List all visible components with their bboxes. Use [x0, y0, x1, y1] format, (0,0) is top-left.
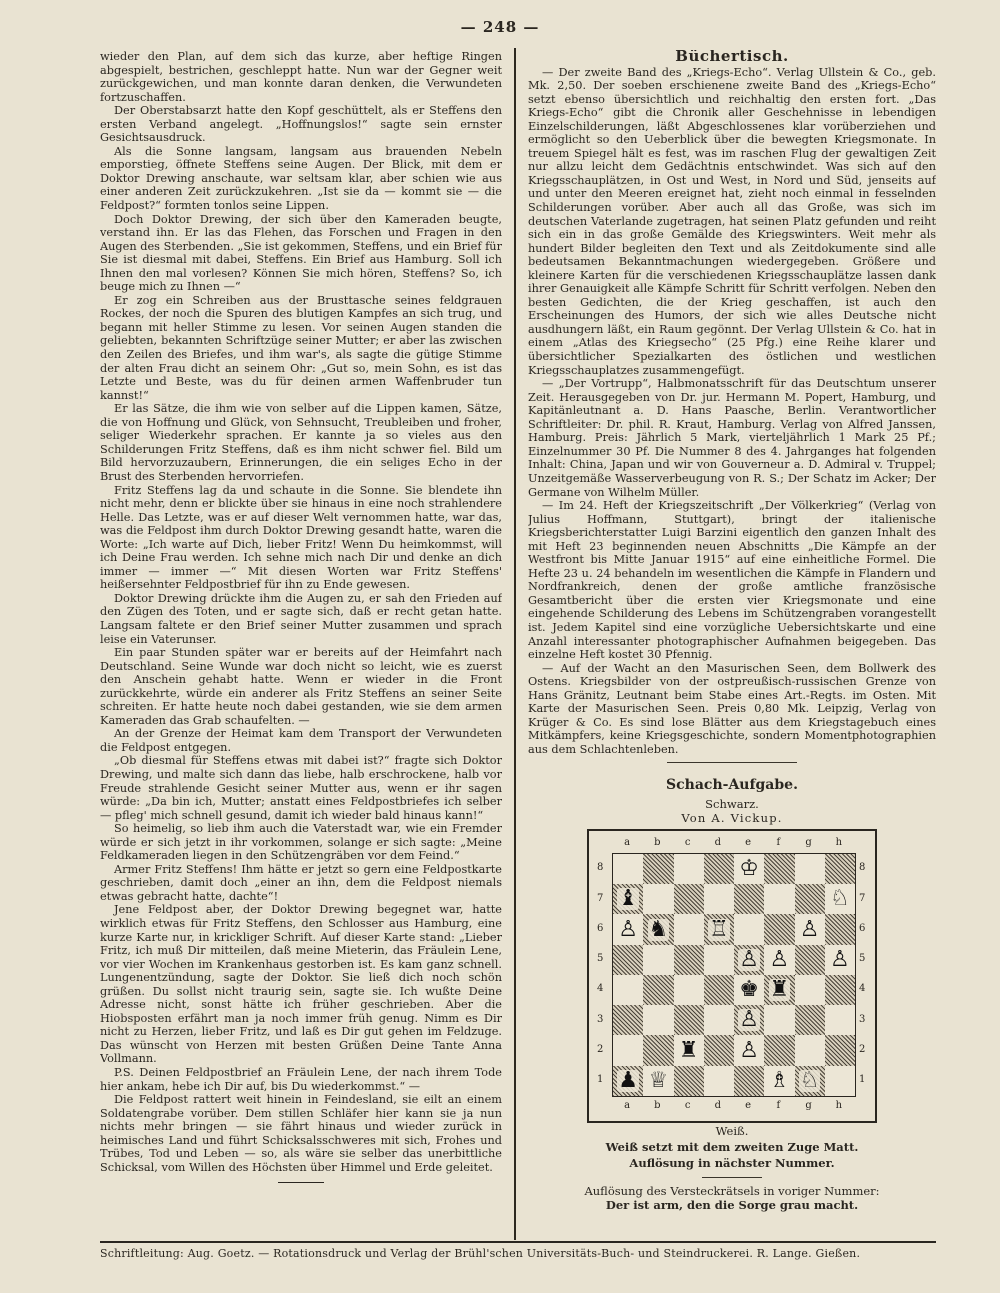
- story-paragraph: Armer Fritz Steffens! Ihm hätte er jetzt so gern eine Feldpostkarte geschrieben, damit doch „einer an ihn, dem die Feldpost niemals etwas gebracht hatte, dachte“!: [100, 862, 502, 903]
- rank-label: 2: [597, 1043, 604, 1055]
- chess-square: [795, 884, 825, 914]
- chess-piece: ♟: [618, 1067, 638, 1093]
- story-paragraph: Die Feldpost rattert weit hinein in Feindesland, sie eilt an einem Soldatengrabe vorüber. Dem stillen Schläfer hier kann sie ja nun nichts mehr bringen — sie fährt hinaus und wieder zurück in heimisches Land und führt Schicksalsschweres mit sich, Frohes und Trübes, Tod und Leben — so, als wäre sie selber das unerbittliche Schicksal, vom Willen des Höchsten über Himmel und Erde geleitet.: [100, 1093, 502, 1174]
- chess-piece: ♔: [739, 856, 759, 882]
- chess-board-frame: [587, 829, 877, 1123]
- chess-square: [825, 1066, 855, 1096]
- chess-square: [764, 945, 794, 975]
- chess-square: [704, 1035, 734, 1065]
- chess-square: [764, 1005, 794, 1035]
- file-label: g: [805, 1099, 812, 1111]
- file-label: f: [776, 1099, 781, 1111]
- book-review-item: — Der zweite Band des „Kriegs-Echo“. Verlag Ullstein & Co., geb. Mk. 2,50. Der soeben erschienene zweite Band des „Kriegs-Echo“ setzt ebenso übersichtlich und reichhaltig den ersten fort. „Das Kriegs-Echo“ gibt die Chronik aller Geschehnisse in lebendigen Einzelschilderungen, läßt Abgeschlossenes klar vorüberziehen und ermöglicht so den Ueberblick über die bewegten Kriegsmonate. In treuem Spiegel hält es fest, was im raschen Flug der gewaltigen Zeit nur allzu leicht dem Gedächtnis entschwindet. Was sich auf den Kriegsschauplätzen, in Ost und West, in Nord und Süd, jenseits auf und unter den Meeren ereignet hat, zieht noch einmal in fesselnden Schilderungen vorüber. Aber auch all das Große, was sich im deutschen Vaterlande zugetragen, hat seinen Platz gefunden und reiht sich ein in das große Gemälde des Kriegswinters. Weit mehr als hundert Bilder begleiten den Text und als Zeitdokumente sind alle bedeutsamen Bekanntmachungen wiedergegeben. Größere und kleinere Karten für die verschiedenen Kriegsschauplätze lassen dank ihrer Genauigkeit alle Kämpfe Schritt für Schritt verfolgen. Neben den besten Gedichten, die der Krieg geschaffen, ist auch den Erscheinungen des Humors, der sich wie alles Deutsche nicht ausdhungern läßt, ein Raum gegönnt. Der Verlag Ullstein & Co. hat in einem „Atlas des Kriegsecho“ (25 Pfg.) eine Reihe klarer und übersichtlicher Spezialkarten des östlichen und westlichen Kriegsschauplatzes zusammengefügt.: [528, 65, 936, 377]
- chess-square: [704, 854, 734, 884]
- chess-square: [643, 945, 673, 975]
- chess-title: Schach-Aufgabe.: [666, 777, 798, 794]
- chess-square: [674, 914, 704, 944]
- book-review-heading: Büchertisch.: [675, 50, 789, 65]
- chess-square: [734, 914, 764, 944]
- chess-piece: ♜: [678, 1037, 699, 1063]
- chess-square: [704, 945, 734, 975]
- story-paragraph: Er las Sätze, die ihm wie von selber auf die Lippen kamen, Sätze, die von Hoffnung und Glück, von Sehnsucht, Treubleiben und froher, seliger Wiederkehr sprachen. Er kannte ja so vieles aus den Schilderungen Fritz Steffens, daß es ihm nicht schwer fiel. Bild um Bild hervorzuzaubern, Erinnerungen, die ein seliges Echo in der Brust des Sterbenden hervorriefen.: [100, 402, 502, 483]
- chess-piece: ♙: [739, 946, 759, 972]
- footer-rule: [100, 1241, 936, 1243]
- chess-square: [764, 914, 794, 944]
- rank-label: 8: [859, 862, 866, 874]
- chess-square: [764, 854, 794, 884]
- chess-piece: ♙: [830, 946, 850, 972]
- file-label: a: [624, 836, 631, 848]
- rank-label: 6: [597, 922, 604, 934]
- chess-square: [825, 1035, 855, 1065]
- riddle-divider: [702, 1177, 762, 1178]
- chess-side-white: Weiß.: [715, 1123, 749, 1138]
- chess-piece: ♖: [709, 916, 729, 942]
- chess-piece: ♙: [739, 1007, 759, 1033]
- chess-square: [643, 975, 673, 1005]
- story-paragraph: Fritz Steffens lag da und schaute in die Sonne. Sie blendete ihn nicht mehr, denn er blickte über sie hinaus in eine noch strahlendere Helle. Das Letzte, was er auf dieser Welt vernommen hatte, war das, was die Feldpost ihm durch Doktor Drewing gesandt hatte, waren die Worte: „Ich warte auf Dich, lieber Fritz! Wenn Du heimkommst, will ich Deine Frau werden. Ich sehne mich nach Dir und denke an dich immer — immer —“ Mit diesen Worten war Fritz Steffens' heißersehnter Feldpostbrief für ihn zu Ende gewesen.: [100, 483, 502, 592]
- chess-square: [734, 945, 764, 975]
- chess-square: [764, 1066, 794, 1096]
- chess-square: [795, 1066, 825, 1096]
- file-label: h: [835, 1099, 843, 1111]
- file-label: h: [835, 836, 843, 848]
- chess-side-black: Schwarz.: [705, 796, 759, 811]
- file-label: b: [654, 836, 661, 848]
- chess-square: [674, 945, 704, 975]
- chess-piece: ♝: [618, 886, 638, 912]
- chess-square: [613, 854, 643, 884]
- chess-square: [674, 884, 704, 914]
- file-label: d: [714, 1099, 722, 1111]
- column-rule: [514, 48, 516, 1240]
- chess-square: [795, 1005, 825, 1035]
- chess-square: [825, 914, 855, 944]
- chess-square: [674, 1035, 704, 1065]
- chess-square: [674, 975, 704, 1005]
- chess-square: [704, 975, 734, 1005]
- story-paragraph: Der Oberstabsarzt hatte den Kopf geschüttelt, als er Steffens den ersten Verband angelegt. „Hoffnungslos!“ sagte sein ernster Gesichtsausdruck.: [100, 104, 502, 145]
- book-review-item: — Im 24. Heft der Kriegszeitschrift „Der Völkerkrieg“ (Verlag von Julius Hoffmann, Stuttgart), bringt der italienische Kriegsberichterstatter Luigi Barzini eigentlich den ganzen Inhalt des mit Heft 23 beginnenden neuen Abschnitts „Die Kämpfe an der Westfront bis Mitte Januar 1915“ auf eine einheitliche Formel. Die Hefte 23 u. 24 behandeln im wesentlichen die Kämpfe in Flandern und Nordfrankreich, denen der große amtliche französische Gesamtbericht über die ersten vier Kriegsmonate und eine eingehende Schilderung des Lebens im Schützengraben vorangestellt ist. Jedem Kapitel sind eine vorzügliche Uebersichtskarte und eine Anzahl interessanter photographischer Aufnahmen beigegeben. Das einzelne Heft kostet 30 Pfennig.: [528, 499, 936, 662]
- chess-square: [734, 1035, 764, 1065]
- chess-piece: ♗: [769, 1067, 790, 1093]
- chess-piece: ♚: [739, 977, 759, 1003]
- file-labels-bottom: [612, 1099, 854, 1113]
- chess-square: [734, 1005, 764, 1035]
- chess-solution-note: Auflösung in nächster Nummer.: [629, 1155, 835, 1170]
- chess-square: [613, 1005, 643, 1035]
- rank-label: 7: [859, 892, 866, 904]
- story-paragraph: P.S. Deinen Feldpostbrief an Fräulein Lene, der nach ihrem Tode hier ankam, hebe ich Dir auf, bis Du wiederkommst.“ —: [100, 1066, 502, 1093]
- file-label: a: [624, 1099, 631, 1111]
- riddle-solution: [528, 1184, 936, 1212]
- chess-square: [704, 1066, 734, 1096]
- chess-square: [643, 914, 673, 944]
- chess-board: [612, 853, 856, 1097]
- chess-square: [613, 914, 643, 944]
- chess-square: [674, 1005, 704, 1035]
- chess-square: [643, 1005, 673, 1035]
- rank-label: 4: [859, 983, 866, 995]
- page-number: — 248 —: [460, 18, 540, 36]
- chess-square: [643, 1035, 673, 1065]
- chess-square: [825, 945, 855, 975]
- rank-label: 1: [859, 1074, 866, 1086]
- rank-label: 3: [859, 1013, 866, 1025]
- chess-square: [734, 884, 764, 914]
- left-column: [100, 50, 502, 1233]
- chess-piece: ♙: [618, 916, 638, 942]
- rank-label: 8: [597, 862, 604, 874]
- file-label: b: [654, 1099, 661, 1111]
- chess-square: [613, 1035, 643, 1065]
- chess-piece: ♘: [799, 1067, 820, 1093]
- rank-label: 1: [597, 1074, 604, 1086]
- right-column: [528, 50, 936, 1233]
- book-review-item: — „Der Vortrupp“, Halbmonatsschrift für das Deutschtum unserer Zeit. Herausgegeben von Dr. jur. Hermann M. Popert, Hamburg, und Kapitänleutnant a. D. Hans Paasche, Berlin. Verantwortlicher Schriftleiter: Dr. phil. R. Kraut, Hamburg. Verlag von Alfred Janssen, Hamburg. Preis: Jährlich 5 Mark, vierteljährlich 1 Mark 25 Pf.; Einzelnummer 30 Pf. Die Nummer 8 des 4. Jahrganges hat folgenden Inhalt: China, Japan und wir von Gouverneur a. D. Admiral v. Truppel; Unzeitgemäße Wasserverbeugung von R. S.; Der Schatz im Acker; Der Germane von Wilhelm Müller.: [528, 377, 936, 499]
- rank-label: 2: [859, 1043, 866, 1055]
- riddle-line-2: Der ist arm, den die Sorge grau macht.: [605, 1197, 859, 1212]
- story-paragraph: So heimelig, so lieb ihm auch die Vaterstadt war, wie ein Fremder würde er sich jetzt in ihr vorkommen, solange er sich sagte: „Meine Feldkameraden liegen in den Schützengräben vor dem Feind.“: [100, 822, 502, 863]
- chess-square: [795, 914, 825, 944]
- rank-label: 7: [597, 892, 604, 904]
- rank-label: 5: [859, 953, 866, 965]
- story-paragraph: Ein paar Stunden später war er bereits auf der Heimfahrt nach Deutschland. Seine Wunde war doch nicht so leicht, wie es zuerst den Anschein gehabt hatte. Wenn er wieder in die Front zurückkehrte, würde ein anderer als Fritz Steffens an seiner Seite schreiten. Er hatte heute noch dabei gestanden, wie sie dem armen Kameraden das Grab schaufelten. —: [100, 646, 502, 727]
- chess-square: [674, 854, 704, 884]
- story-paragraph: wieder den Plan, auf dem sich das kurze, aber heftige Ringen abgespielt, bestrichen, geschleppt hatte. Nun war der Gegner weit zurückgewichen, und man konnte daran denken, die Verwundeten fortzuschaffen.: [100, 50, 502, 104]
- chess-piece: ♕: [648, 1067, 669, 1093]
- story-paragraph: Doch Doktor Drewing, der sich über den Kameraden beugte, verstand ihn. Er las das Flehen, das Forschen und Fragen in den Augen des Sterbenden. „Sie ist gekommen, Steffens, und ein Brief für Sie ist diesmal mit dabei, Steffens. Ein Brief aus Hamburg. Soll ich Ihnen den mal vorlesen? Können Sie mich hören, Steffens? So, ich beuge mich zu Ihnen —“: [100, 212, 502, 294]
- file-label: c: [684, 1099, 691, 1111]
- chess-piece: ♙: [799, 916, 820, 942]
- chess-task: Weiß setzt mit dem zweiten Zuge Matt.: [605, 1139, 859, 1154]
- rank-label: 5: [597, 953, 604, 965]
- rank-label: 6: [859, 922, 866, 934]
- chess-square: [613, 884, 643, 914]
- file-label: g: [805, 836, 812, 848]
- riddle-line-1: Auflösung des Versteckrätsels in voriger Nummer:: [584, 1183, 880, 1198]
- rank-label: 4: [597, 983, 604, 995]
- file-label: f: [776, 836, 781, 848]
- chess-square: [734, 1066, 764, 1096]
- chess-square: [643, 1066, 673, 1096]
- chess-piece: ♙: [739, 1037, 759, 1063]
- book-review-item: — Auf der Wacht an den Masurischen Seen, dem Bollwerk des Ostens. Kriegsbilder von der ostpreußisch-russischen Grenze von Hans Gränitz, Leutnant beim Stabe eines Art.-Regts. im Osten. Mit Karte der Masurischen Seen. Preis 0,80 Mk. Leipzig, Verlag von Krüger & Co. Es sind lose Blätter aus dem Kriegstagebuch eines Mitkämpfers, keine Kriegsgeschichte, sondern Momentphotographien aus dem Schlachtenleben.: [528, 661, 936, 756]
- section-divider: [667, 762, 797, 763]
- story-paragraph: Doktor Drewing drückte ihm die Augen zu, er sah den Frieden auf den Zügen des Toten, und er sagte sich, daß er recht getan hatte. Langsam faltete er den Brief seiner Mutter zusammen und sprach leise ein Vaterunser.: [100, 591, 502, 646]
- rank-label: 3: [597, 1013, 604, 1025]
- chess-piece: ♞: [648, 916, 669, 942]
- chess-piece: ♜: [769, 977, 790, 1003]
- chess-square: [764, 1035, 794, 1065]
- chess-square: [795, 854, 825, 884]
- book-review-list: [528, 66, 936, 757]
- file-label: c: [684, 836, 691, 848]
- chess-square: [613, 1066, 643, 1096]
- rank-labels-right: [859, 853, 865, 1095]
- chess-square: [825, 884, 855, 914]
- chess-square: [704, 884, 734, 914]
- chess-piece: ♘: [830, 886, 850, 912]
- imprint-footer: Schriftleitung: Aug. Goetz. — Rotationsdruck und Verlag der Brühl'schen Universitäts-Buch- und Steindruckerei. R. Lange. Gießen.: [100, 1247, 861, 1260]
- story-end-rule: [278, 1182, 324, 1183]
- chess-square: [825, 854, 855, 884]
- chess-problem: [528, 779, 936, 1170]
- rank-labels-left: [597, 853, 603, 1095]
- chess-piece: ♙: [769, 946, 790, 972]
- story-paragraph: Als die Sonne langsam, langsam aus brauenden Nebeln emporstieg, öffnete Steffens seine Augen. Der Blick, mit dem er Doktor Drewing anschaute, war seltsam klar, aber schien wie aus einer anderen Zeit zurückzukehren. „Ist sie da — kommt sie — die Feldpost?“ formten tonlos seine Lippen.: [100, 144, 502, 213]
- chess-square: [704, 914, 734, 944]
- story-paragraph: „Ob diesmal für Steffens etwas mit dabei ist?“ fragte sich Doktor Drewing, und malte sich dann das liebe, halb erschrockene, halb vor Freude strahlende Gesicht seiner Mutter aus, wenn er ihr sagen würde: „Da bin ich, Mutter; anstatt eines Feldpostbriefes ich selber — pfleg' mich schnell gesund, damit ich wieder bald hinaus kann!“: [100, 754, 502, 822]
- file-label: e: [745, 836, 752, 848]
- file-labels-top: [612, 836, 854, 850]
- chess-square: [764, 975, 794, 1005]
- chess-square: [795, 945, 825, 975]
- chess-square: [643, 884, 673, 914]
- story-paragraph: Jene Feldpost aber, der Doktor Drewing begegnet war, hatte wirklich etwas für Fritz Steffens, den Schlosser aus Hamburg, eine kurze Karte nur, in krickliger Schrift. Auf dieser Karte stand: „Lieber Fritz, ich muß Dir mitteilen, daß meine Mieterin, das Fräulein Lene, vor vier Wochen im Krankenhaus gestorben ist. Es kam ganz schnell. Lungenentzündung, sagte der Doktor. Sie ließ dich noch schön grüßen. Du sollst nicht traurig sein, sagte sie. Ich wußte Deine Adresse nicht, sonst hätte ich früher geschrieben. Aber die Hiobsposten erfährt man ja noch immer früh genug. Nimm es Dir nicht zu Herzen, lieber Fritz, und laß es Dir gut gehen im Feldzuge. Das wünscht von Herzen mit besten Grüßen Deine Tante Anna Vollmann.: [100, 903, 502, 1066]
- chess-square: [613, 945, 643, 975]
- chess-square: [643, 854, 673, 884]
- file-label: d: [714, 836, 722, 848]
- chess-square: [734, 975, 764, 1005]
- story-paragraph: An der Grenze der Heimat kam dem Transport der Verwundeten die Feldpost entgegen.: [100, 727, 502, 754]
- chess-square: [734, 854, 764, 884]
- chess-square: [704, 1005, 734, 1035]
- chess-square: [825, 975, 855, 1005]
- chess-author: Von A. Vickup.: [681, 810, 783, 825]
- chess-square: [825, 1005, 855, 1035]
- chess-square: [674, 1066, 704, 1096]
- story-paragraph: Er zog ein Schreiben aus der Brusttasche seines feldgrauen Rockes, der noch die Spuren des blutigen Kampfes an sich trug, und begann mit heller Stimme zu lesen. Vor seinen Augen standen die geliebten, bekannten Schriftzüge seiner Mutter; er aber las zwischen den Zeilen des Briefes, und ihm war's, als sagte die gütige Stimme der alten Frau dicht an seinem Ohr: „Gut so, mein Sohn, es ist das Letzte und Beste, was du für deinen armen Waffenbruder tun kannst!“: [100, 293, 502, 402]
- chess-square: [795, 1035, 825, 1065]
- chess-square: [795, 975, 825, 1005]
- chess-square: [613, 975, 643, 1005]
- chess-square: [764, 884, 794, 914]
- file-label: e: [745, 1099, 752, 1111]
